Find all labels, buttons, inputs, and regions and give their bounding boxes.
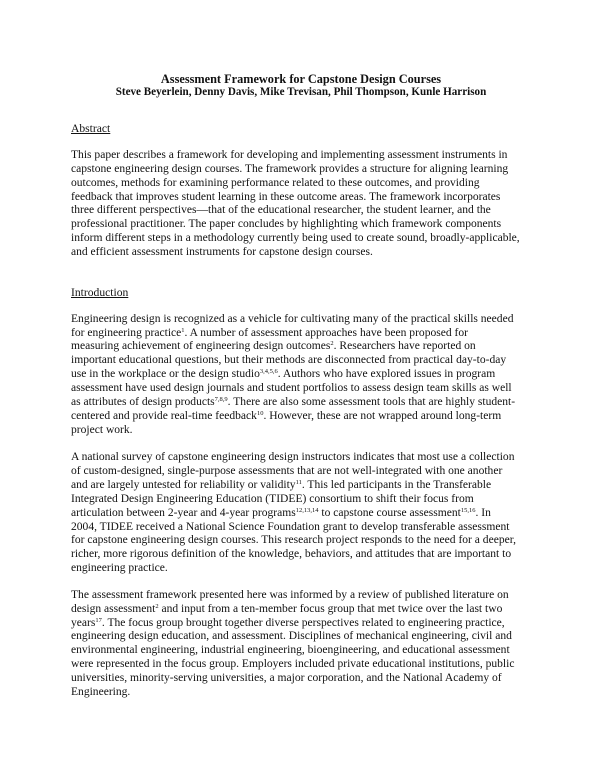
- paragraph-line: engineering design education, and assessment. Disciplines of mechanical engineering, civil and: [71, 630, 512, 643]
- text-run: and are largely untested for reliability or validity: [71, 479, 296, 492]
- paragraph-line: [71, 327, 531, 341]
- text-run: years: [71, 616, 96, 629]
- text-run: . A number of assessment approaches have been proposed for: [184, 326, 468, 339]
- text-run: for engineering practice: [71, 326, 182, 339]
- citation-superscript: 1: [181, 326, 185, 334]
- paragraph-line: assessment have used design journals and student portfolios to assess design team skills as well: [71, 381, 512, 394]
- text-run: . However, these are not wrapped around long-term: [263, 409, 502, 422]
- text-run: . There are also some assessment tools that are highly student-: [227, 395, 516, 408]
- abstract-paragraph: [71, 149, 531, 260]
- text-run: measuring achievement of engineering design outcomes: [71, 340, 331, 353]
- paragraph-line: for capstone engineering design courses. This research project responds to the need for a deeper,: [71, 534, 516, 547]
- paper-page: [71, 72, 531, 700]
- text-run: centered and provide real-time feedback: [71, 409, 257, 422]
- abstract-line: inform different steps in a methodology currently being used to create sound, broadly-applicable,: [71, 232, 520, 245]
- paragraph-line: [71, 410, 531, 424]
- text-run: . This led participants in the Transferable: [301, 479, 492, 492]
- paragraph-line: important educational questions, but their methods are disconnected from practical day-to-day: [71, 354, 507, 367]
- introduction-paragraph-3: [71, 589, 531, 700]
- introduction-paragraph-1: [71, 313, 531, 438]
- author-list: Steve Beyerlein, Denny Davis, Mike Trevisan, Phil Thompson, Kunle Harrison: [115, 86, 487, 98]
- citation-superscript: 17: [95, 616, 102, 624]
- paragraph-line: [71, 603, 531, 617]
- abstract-line: and efficient assessment instruments for capstone design courses.: [71, 245, 373, 258]
- introduction-paragraph-2: [71, 451, 531, 576]
- paragraph-line: The assessment framework presented here was informed by a review of published literature on: [71, 588, 509, 601]
- citation-superscript: 12,13,14: [295, 506, 319, 514]
- text-run: design assessment: [71, 602, 156, 615]
- citation-superscript: 11: [295, 479, 302, 487]
- citation-superscript: 10: [256, 409, 264, 417]
- abstract-line: three different perspectives—that of the educational researcher, the student learner, and the: [71, 204, 491, 217]
- paragraph-line: [71, 507, 531, 521]
- text-run: as attributes of design products: [71, 395, 215, 408]
- paragraph-line: of custom-designed, single-purpose assessments that are not well-integrated with one another: [71, 465, 503, 478]
- paragraph-line: [71, 617, 531, 631]
- paragraph-line: engineering practice.: [71, 562, 168, 575]
- paragraph-line: [71, 479, 531, 493]
- text-run: . Authors who have explored issues in program: [277, 368, 496, 381]
- abstract-line: professional practitioner. The paper concludes by highlighting which framework components: [71, 218, 502, 231]
- citation-superscript: 15,16: [460, 506, 476, 514]
- citation-superscript: 7,8,9: [214, 395, 228, 403]
- paragraph-line: Engineering.: [71, 685, 131, 698]
- paragraph-line: [71, 368, 531, 382]
- paragraph-line: Engineering design is recognized as a vehicle for cultivating many of the practical skills needed: [71, 312, 514, 325]
- paragraph-line: [71, 340, 531, 354]
- citation-superscript: 2: [330, 340, 334, 348]
- text-run: . In: [475, 506, 491, 519]
- paragraph-line: [71, 396, 531, 410]
- text-run: articulation between 2-year and 4-year programs: [71, 506, 296, 519]
- paragraph-line: environmental engineering, industrial engineering, bioengineering, and educational assessment: [71, 644, 510, 657]
- text-run: to capstone course assessment: [318, 506, 461, 519]
- paragraph-line: universities, minority-serving universities, a major corporation, and the National Academy of: [71, 672, 502, 684]
- abstract-heading: Abstract: [71, 122, 111, 135]
- paragraph-line: richer, more rigorous definition of the knowledge, behaviors, and attitudes that are important to: [71, 548, 512, 561]
- introduction-heading: Introduction: [71, 285, 129, 299]
- text-run: use in the workplace or the design studio: [71, 368, 260, 381]
- paragraph-line: project work.: [71, 423, 133, 436]
- abstract-line: feedback that improves student learning in these outcome areas. The framework incorporates: [71, 190, 501, 203]
- paragraph-line: were represented in the focus group. Employers included private educational institutions, public: [71, 658, 515, 671]
- text-run: and input from a ten-member focus group that met twice over the last two: [158, 602, 503, 615]
- paper-title: Assessment Framework for Capstone Design Courses: [160, 72, 442, 86]
- abstract-line: capstone engineering design courses. The framework provides a structure for aligning learning: [71, 162, 509, 175]
- citation-superscript: 2: [155, 602, 159, 610]
- text-run: . Researchers have reported on: [333, 340, 476, 353]
- abstract-line: This paper describes a framework for developing and implementing assessment instruments in: [71, 149, 508, 161]
- paragraph-line: Integrated Design Engineering Education (TIDEE) consortium to shift their focus from: [71, 492, 474, 505]
- citation-superscript: 3,4,5,6: [259, 368, 278, 376]
- abstract-line: outcomes, methods for examining performance related to these outcomes, and providing: [71, 176, 480, 189]
- paragraph-line: 2004, TIDEE received a National Science Foundation grant to develop transferable assessment: [71, 520, 510, 533]
- paragraph-line: A national survey of capstone engineering design instructors indicates that most use a collection: [71, 451, 515, 464]
- text-run: . The focus group brought together diverse perspectives related to engineering practice,: [101, 616, 505, 629]
